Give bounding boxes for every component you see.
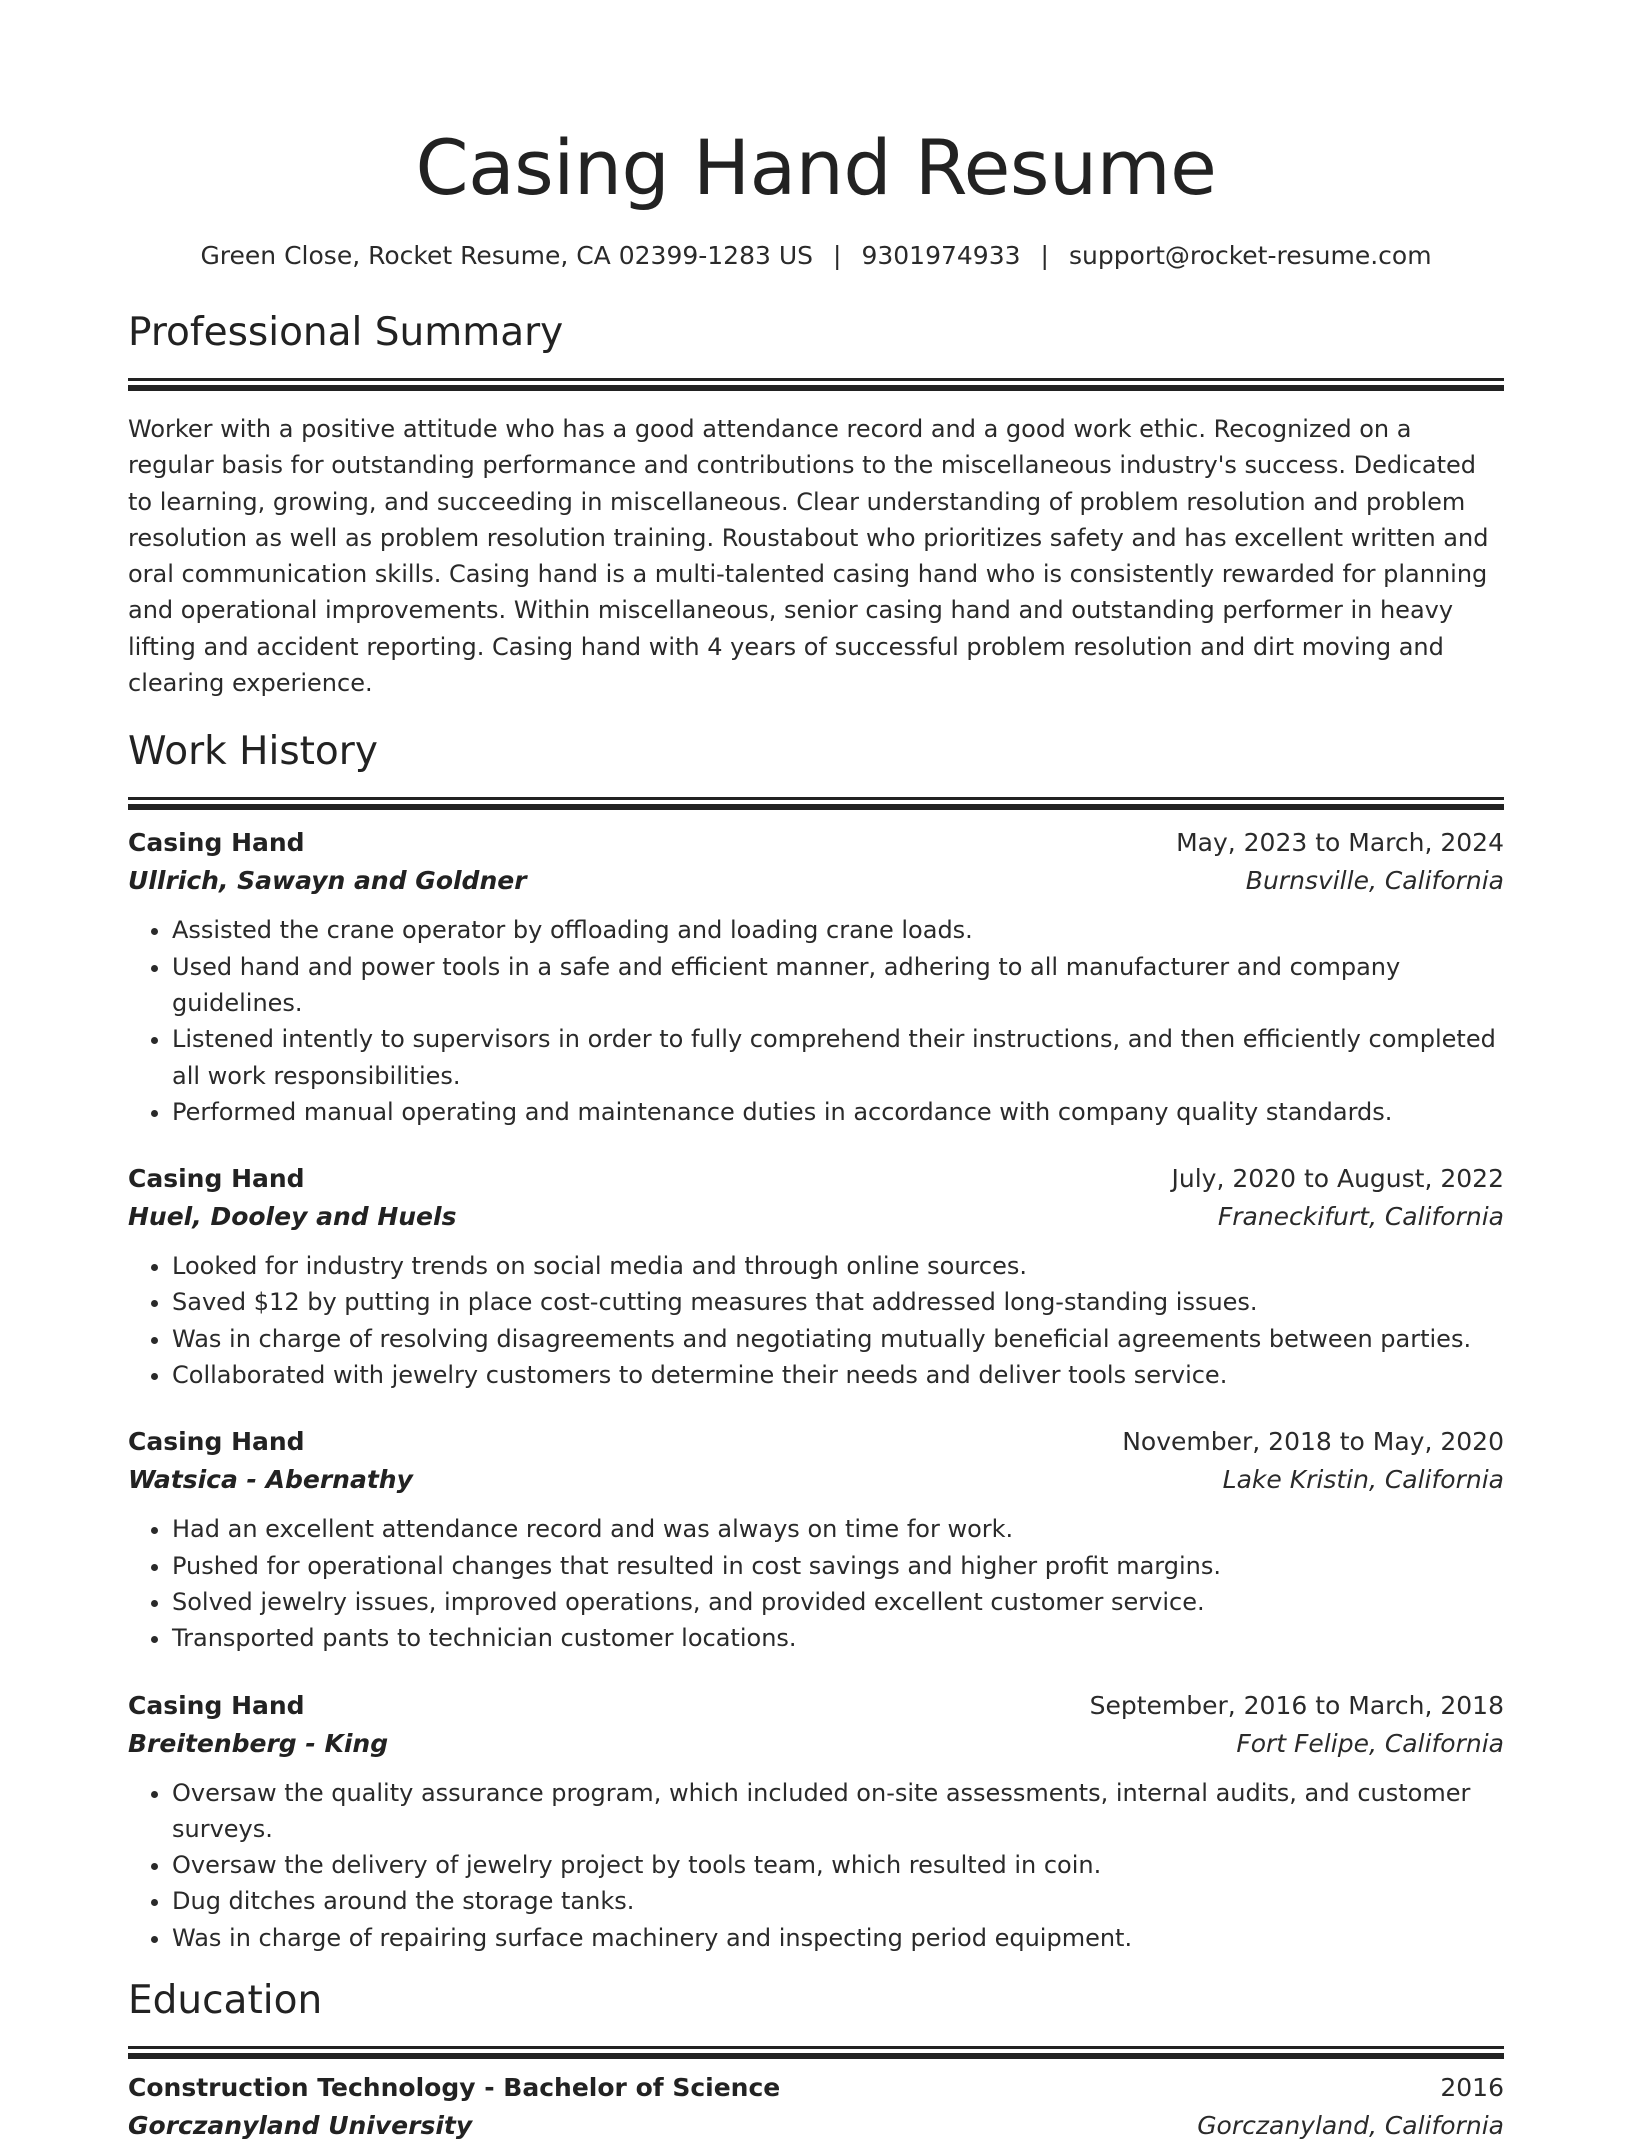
job-company: Breitenberg - King <box>128 1728 389 1758</box>
job-title: Casing Hand <box>128 828 305 858</box>
job-bullets <box>128 912 1504 1130</box>
job-bullet: • Looked for industry trends on social media and through online sources. <box>172 1248 1504 1284</box>
resume-title: Casing Hand Resume <box>415 123 1217 212</box>
job-dates: September, 2016 to March, 2018 <box>1089 1690 1504 1720</box>
contact-address: Green Close, Rocket Resume, CA 02399-1283 US <box>200 241 814 270</box>
job-bullet: • Was in charge of repairing surface machinery and inspecting period equipment. <box>172 1920 1504 1956</box>
job-bullets <box>128 1775 1504 1956</box>
education-year: 2016 <box>1440 2073 1504 2103</box>
contact-separator: | <box>1040 241 1049 270</box>
job-entry <box>128 824 1504 1130</box>
job-title: Casing Hand <box>128 1427 305 1457</box>
contact-separator: | <box>833 241 842 270</box>
education-heading: Education <box>128 1978 323 2024</box>
job-bullet: • Listened intently to supervisors in order to fully comprehend their instructions, and then efficiently completed all work responsibilities. <box>172 1021 1504 1094</box>
job-location: Lake Kristin, California <box>1222 1465 1504 1495</box>
job-company: Watsica - Abernathy <box>128 1465 413 1495</box>
job-dates: May, 2023 to March, 2024 <box>1176 828 1504 858</box>
job-bullet: • Assisted the crane operator by offloading and loading crane loads. <box>172 912 1504 948</box>
education-section <box>128 1976 1504 2145</box>
summary-section <box>128 308 1504 701</box>
job-bullet: • Used hand and power tools in a safe and efficient manner, adhering to all manufacturer and company guidelines. <box>172 949 1504 1022</box>
education-location: Gorczanyland, California <box>1197 2111 1504 2141</box>
education-school: Gorczanyland University <box>128 2111 473 2141</box>
job-location: Fort Felipe, California <box>1236 1728 1504 1758</box>
education-degree: Construction Technology - Bachelor of Science <box>128 2073 781 2103</box>
contact-phone: 9301974933 <box>861 241 1021 270</box>
work-history-section <box>128 727 1504 1956</box>
contact-email: support@rocket-resume.com <box>1068 241 1432 270</box>
job-location: Burnsville, California <box>1245 866 1504 896</box>
job-bullet: • Was in charge of resolving disagreements and negotiating mutually beneficial agreements between parties. <box>172 1321 1504 1357</box>
job-company: Ullrich, Sawayn and Goldner <box>128 866 527 896</box>
job-entry <box>128 1160 1504 1393</box>
job-bullets <box>128 1511 1504 1656</box>
job-company: Huel, Dooley and Huels <box>128 1202 457 1232</box>
job-bullet: • Dug ditches around the storage tanks. <box>172 1883 1504 1919</box>
section-divider <box>128 378 1504 381</box>
job-bullets <box>128 1248 1504 1393</box>
job-location: Franeckifurt, California <box>1217 1202 1504 1232</box>
job-title: Casing Hand <box>128 1164 305 1194</box>
education-entry <box>128 2069 1504 2145</box>
job-entry <box>128 1687 1504 1956</box>
job-bullet: • Saved $12 by putting in place cost-cutting measures that addressed long-standing issues. <box>172 1284 1504 1320</box>
job-bullet: • Oversaw the quality assurance program, which included on-site assessments, internal audits, and customer surveys. <box>172 1775 1504 1848</box>
job-bullet: • Transported pants to technician customer locations. <box>172 1620 1504 1656</box>
job-bullet: • Oversaw the delivery of jewelry project by tools team, which resulted in coin. <box>172 1847 1504 1883</box>
section-divider <box>128 2046 1504 2049</box>
job-title: Casing Hand <box>128 1690 305 1720</box>
job-dates: November, 2018 to May, 2020 <box>1122 1427 1504 1457</box>
job-bullet: • Solved jewelry issues, improved operations, and provided excellent customer service. <box>172 1584 1504 1620</box>
job-bullet: • Performed manual operating and maintenance duties in accordance with company quality standards. <box>172 1094 1504 1130</box>
summary-heading: Professional Summary <box>128 310 564 355</box>
job-bullet: • Pushed for operational changes that resulted in cost savings and higher profit margins. <box>172 1548 1504 1584</box>
section-divider <box>128 797 1504 800</box>
summary-text: Worker with a positive attitude who has a good attendance record and a good work ethic. Recognized on a regular basis for outstanding performance and contributions to the miscellaneous industry's success. Dedicated to learning, growing, and succeeding in miscellaneous. Clear understanding of problem resolution and problem resolution as well as problem resolution training. Roustabout who prioritizes safety and has excellent written and oral communication skills. Casing hand is a multi-talented casing hand who is consistently rewarded for planning and operational improvements. Within miscellaneous, senior casing hand and outstanding performer in heavy lifting and accident reporting. Casing hand with 4 years of successful problem resolution and dirt moving and clearing experience. <box>128 415 1489 698</box>
job-bullet: • Collaborated with jewelry customers to determine their needs and deliver tools service. <box>172 1357 1504 1393</box>
work-history-heading: Work History <box>128 729 378 775</box>
job-bullet: • Had an excellent attendance record and was always on time for work. <box>172 1511 1504 1547</box>
job-entry <box>128 1423 1504 1656</box>
job-dates: July, 2020 to August, 2022 <box>1171 1164 1504 1194</box>
contact-line <box>128 238 1504 274</box>
